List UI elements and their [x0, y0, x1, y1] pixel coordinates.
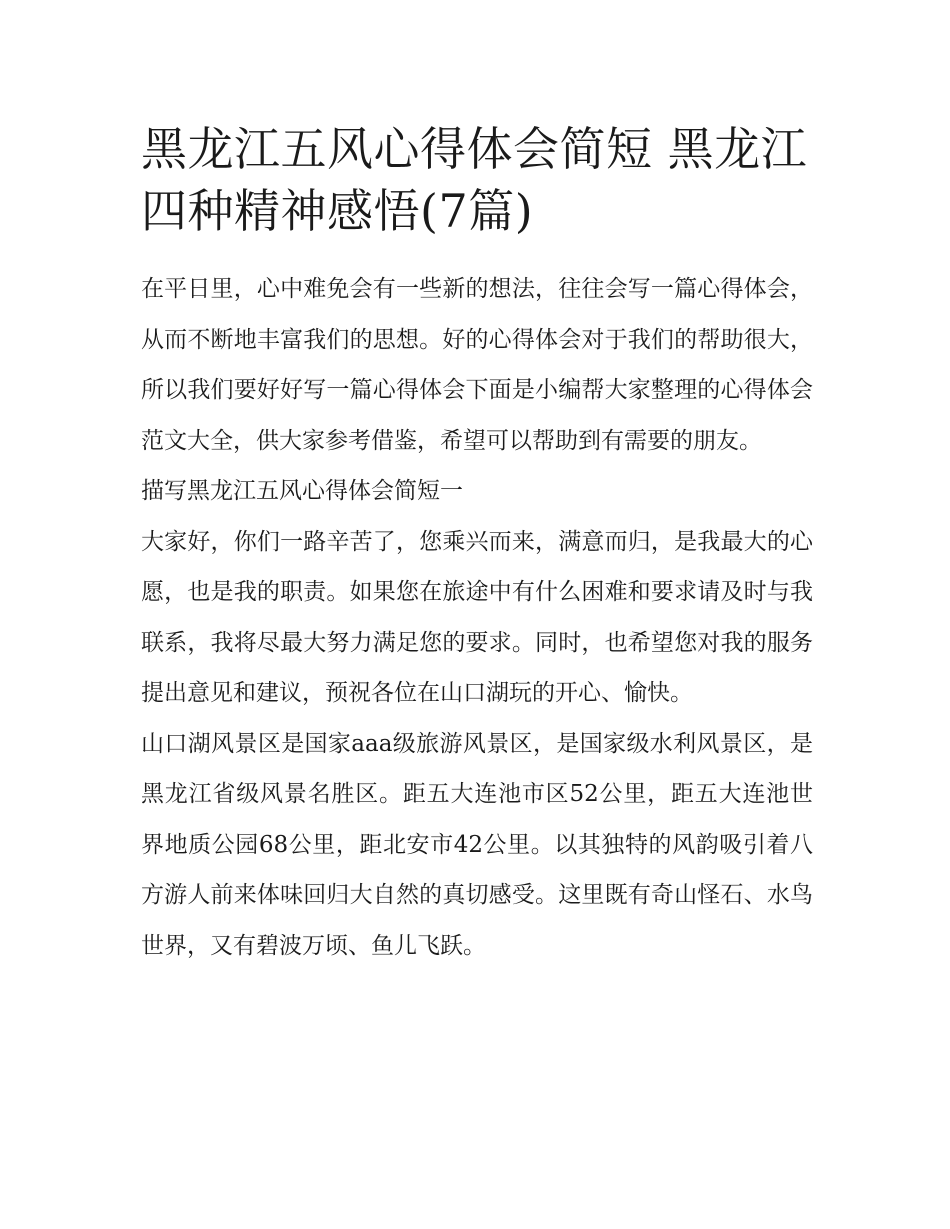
- section-heading: 描写黑龙江五风心得体会简短一: [141, 478, 463, 504]
- document-body: [141, 118, 813, 971]
- body-paragraph-scenic-area: 山口湖风景区是国家aaa级旅游风景区，是国家级水利风景区，是黑龙江省级风景名胜区。距五大连池市区52公里，距五大连池世界地质公园68公里，距北安市42公里。以其独特的风韵吸引着八方游人前来体味回归大自然的真切感受。这里既有奇山怪石、水鸟世界，又有碧波万顷、鱼儿飞跃。: [141, 730, 813, 959]
- body-paragraph-greeting: 大家好，你们一路辛苦了，您乘兴而来，满意而归，是我最大的心愿，也是我的职责。如果您在旅途中有什么困难和要求请及时与我联系，我将尽最大努力满足您的要求。同时，也希望您对我的服务提出意见和建议，预祝各位在山口湖玩的开心、愉快。: [141, 528, 813, 706]
- document-title: 黑龙江五风心得体会简短 黑龙江四种精神感悟(7篇): [141, 122, 808, 238]
- intro-paragraph: 在平日里，心中难免会有一些新的想法，往往会写一篇心得体会，从而不断地丰富我们的思想。好的心得体会对于我们的帮助很大，所以我们要好好写一篇心得体会下面是小编帮大家整理的心得体会范文大全，供大家参考借鉴，希望可以帮助到有需要的朋友。: [141, 276, 813, 454]
